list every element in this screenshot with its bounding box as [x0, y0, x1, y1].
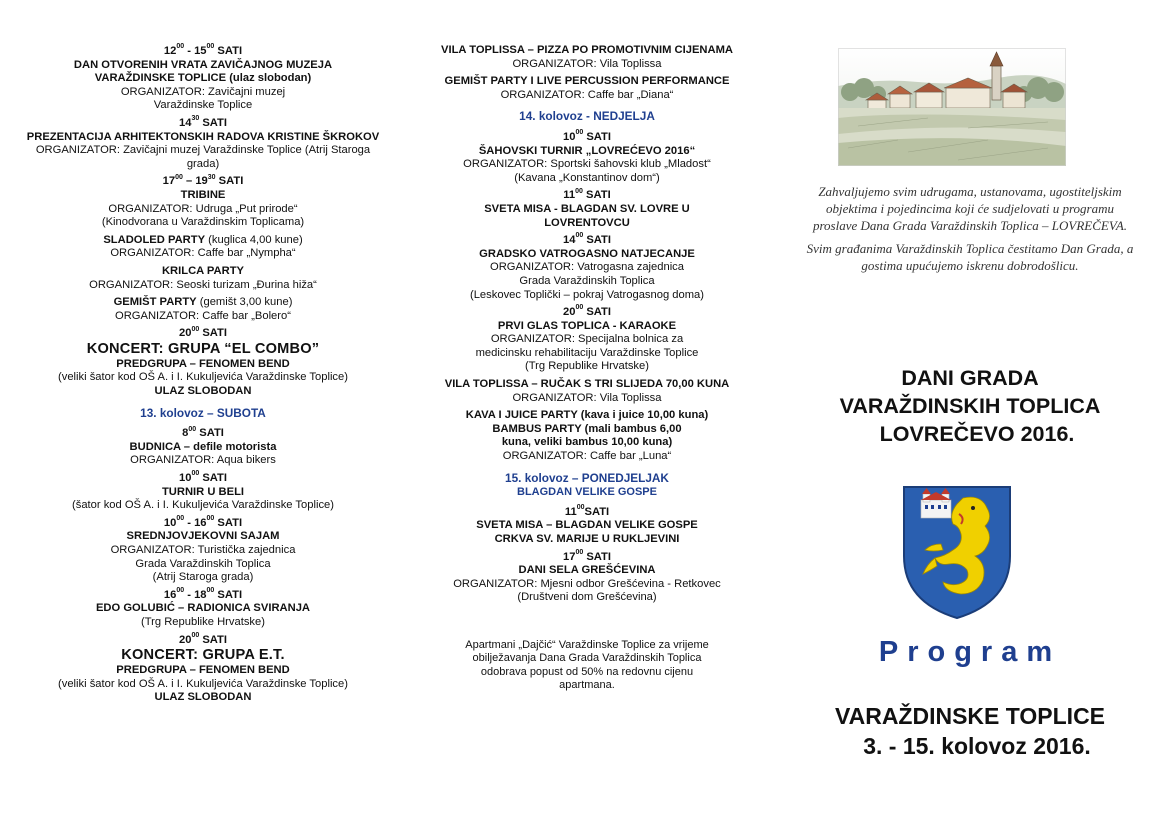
event-organizer-2: Grada Varaždinskih Toplica — [135, 557, 271, 570]
event-time: $20^{00}$ SATI — [178, 631, 227, 646]
event-medieval-fair — [22, 517, 384, 585]
coat-of-arms-icon — [901, 484, 1013, 621]
event-organizer: ORGANIZATOR: Sportski šahovski klub „Mladost“ — [463, 158, 711, 171]
event-organizer-2: Grada Varaždinskih Toplica — [519, 274, 655, 287]
event-title: KRILCA PARTY — [161, 264, 245, 277]
event-organizer: ORGANIZATOR: Caffe bar „Nympha“ — [110, 247, 296, 260]
event-location: (Kinodvorana u Varaždinskim Toplicama) — [101, 216, 305, 229]
event-concert-et — [22, 631, 384, 705]
event-organizer: ORGANIZATOR: Caffe bar „Bolero“ — [115, 309, 291, 322]
event-title: GEMIŠT PARTY I LIVE PERCUSSION PERFORMANCE — [444, 75, 730, 88]
event-time: $20^{00}$ SATI — [562, 304, 611, 319]
event-location: (veliki šator kod OŠ A. i I. Kukuljevića Varaždinske Toplice) — [58, 677, 348, 690]
event-location: (Kavana „Konstantinov dom“) — [514, 171, 660, 184]
event-title: TURNIR U BELI — [161, 485, 245, 498]
event-location: (Atrij Staroga grada) — [152, 571, 254, 584]
event-support-act: PREDGRUPA – FENOMEN BEND — [116, 664, 290, 677]
title-line-3: LOVREČEVO 2016. — [879, 422, 1075, 446]
event-organizer: ORGANIZATOR: Zavičajni muzej — [120, 85, 286, 98]
event-icecream-party — [22, 234, 384, 261]
cover-column — [790, 0, 1150, 826]
event-firefighter-competition — [412, 234, 762, 302]
event-krilca-party — [22, 265, 384, 292]
event-organizer: ORGANIZATOR: Caffe bar „Diana“ — [500, 88, 674, 101]
town-sketch-illustration — [838, 48, 1066, 166]
event-location: (Trg Republike Hrvatske) — [141, 615, 265, 628]
thank-you-message — [804, 183, 1136, 280]
event-organizer: ORGANIZATOR: Seoski turizam „Đurina hiža“ — [89, 278, 317, 291]
thanks-paragraph: Zahvaljujemo svim udrugama, ustanovama, ugostiteljskim objektima i pojedincima koji će sudjelovati u programu proslave Dana Grada Varaždinskih Toplica – LOVREČEVA. — [812, 184, 1128, 233]
greeting-paragraph: Svim građanima Varaždinskih Toplica čestitamo Dan Grada, a gostima upućujemo iskrenu dobrodošlicu. — [806, 241, 1134, 273]
day-heading-15: 15. kolovoz – PONEDJELJAK — [505, 470, 669, 485]
event-title: GRADSKO VATROGASNO NATJECANJE — [479, 247, 695, 260]
event-location: (veliki šator kod OŠ A. i I. Kukuljevića Varaždinske Toplice) — [58, 371, 348, 384]
event-location: (Društveni dom Grešćevina) — [517, 591, 657, 604]
day-heading-13: 13. kolovoz – SUBOTA — [140, 405, 266, 420]
event-title: KAVA I JUICE PARTY (kava i juice 10,00 kuna) — [465, 409, 709, 422]
event-karaoke — [412, 306, 762, 374]
event-title: ŠAHOVSKI TURNIR „LOVREĆEVO 2016“ — [478, 144, 696, 157]
event-title: TRIBINE — [180, 188, 226, 201]
program-heading: Program — [878, 636, 1062, 668]
event-organizer: ORGANIZATOR: Zavičajni muzej Varaždinske Toplice (Atrij Staroga grada) — [35, 144, 371, 170]
event-dates: 3. - 15. kolovoz 2016. — [863, 733, 1091, 759]
title-line-2: VARAŽDINSKIH TOPLICA — [839, 394, 1101, 418]
event-title: VILA TOPLISSA – RUČAK S TRI SLIJEDA 70,00 KUNA — [444, 378, 730, 391]
event-time: $10^{00}$ SATI — [562, 129, 611, 143]
event-title: GEMIŠT PARTY (gemišt 3,00 kune) — [113, 296, 293, 309]
event-time: $10^{00}$ SATI — [178, 470, 227, 485]
event-gemist-party — [22, 296, 384, 323]
event-coffee-bambus-party — [412, 409, 762, 463]
brochure-title — [790, 364, 1150, 448]
event-museum-open-day — [22, 45, 384, 113]
event-title: EDO GOLUBIĆ – RADIONICA SVIRANJA — [95, 602, 311, 615]
event-architecture-presentation — [22, 117, 384, 171]
program-column-2 — [412, 44, 762, 693]
event-title: DANI SELA GREŠĆEVINA — [518, 564, 656, 577]
event-time: $8^{00}$ SATI — [182, 425, 224, 440]
event-organizer: ORGANIZATOR: Mjesni odbor Grešćevina - Retkovec — [453, 577, 721, 590]
event-gemist-percussion — [412, 75, 762, 102]
event-tribine — [22, 175, 384, 229]
location-and-dates — [790, 701, 1150, 761]
event-time: $14^{30}$ SATI — [178, 115, 227, 129]
day-subheading-15: BLAGDAN VELIKE GOSPE — [517, 486, 657, 499]
event-location: (šator kod OŠ A. i I. Kukuljevića Varaždinske Toplice) — [72, 499, 334, 512]
event-organizer: ORGANIZATOR: Turistička zajednica — [110, 544, 296, 556]
event-time: $11^{00}$ SATI — [563, 187, 611, 202]
event-concert-el-combo — [22, 327, 384, 398]
event-time: $10^{00} - 16^{00}$ SATI — [163, 515, 243, 529]
event-title-2: BAMBUS PARTY (mali bambus 6,00 kuna, veliki bambus 10,00 kuna) — [492, 422, 682, 449]
event-village-days — [412, 548, 762, 605]
event-time: $16^{00} - 18^{00}$ SATI — [163, 587, 243, 601]
event-mass-ruklevina — [412, 506, 762, 547]
event-bela-tournament — [22, 472, 384, 513]
town-name: VARAŽDINSKE TOPLICE — [834, 703, 1106, 729]
event-time: $17^{00} - 19^{30}$ SATI — [162, 173, 244, 188]
event-music-workshop — [22, 589, 384, 630]
event-location: (Trg Republike Hrvatske) — [525, 360, 649, 373]
event-organizer: ORGANIZATOR: Vila Toplissa — [512, 391, 662, 404]
event-support-act: PREDGRUPA – FENOMEN BEND — [116, 357, 290, 370]
event-time: $14^{00}$ SATI — [562, 232, 611, 247]
event-mass-lovrentovec — [412, 189, 762, 230]
event-title: KONCERT: GRUPA E.T. — [121, 647, 285, 664]
event-chess-tournament — [412, 131, 762, 185]
event-location: Varaždinske Toplice — [153, 99, 253, 112]
event-organizer: ORGANIZATOR: Vatrogasna zajednica — [490, 261, 684, 274]
event-title: PRVI GLAS TOPLICA - KARAOKE — [497, 319, 677, 332]
event-organizer: ORGANIZATOR: Udruga „Put prirode“ — [108, 202, 298, 215]
event-title: PREZENTACIJA ARHITEKTONSKIH RADOVA KRISTINE ŠKROKOV — [26, 130, 380, 143]
event-organizer: ORGANIZATOR: Aqua bikers — [130, 454, 276, 467]
event-title: SVETA MISA – BLAGDAN VELIKE GOSPE — [476, 519, 698, 532]
event-title: KONCERT: GRUPA “EL COMBO” — [86, 340, 320, 357]
title-line-1: DANI GRADA — [901, 366, 1039, 390]
event-pizza-promo — [412, 44, 762, 71]
event-budnica — [22, 427, 384, 468]
event-title: DAN OTVORENIH VRATA ZAVIČAJNOG MUZEJA — [73, 58, 333, 71]
event-time: $12^{00} - 15^{00}$ SATI — [163, 43, 243, 57]
event-title: BUDNICA – defile motorista — [129, 440, 277, 453]
event-organizer: ORGANIZATOR: Vila Toplissa — [512, 57, 662, 70]
event-location: (Leskovec Toplički – pokraj Vatrogasnog doma) — [469, 288, 705, 301]
event-title: VILA TOPLISSA – PIZZA PO PROMOTIVNIM CIJENAMA — [441, 44, 733, 56]
event-title: SREDNJOVJEKOVNI SAJAM — [126, 530, 280, 543]
event-time: $11^{00}SATI$ — [564, 504, 610, 518]
event-location: CRKVA SV. MARIJE U RUKLJEVINI — [494, 533, 680, 545]
event-lunch-offer — [412, 378, 762, 405]
event-organizer: ORGANIZATOR: Specijalna bolnica za medicinsku rehabilitaciju Varaždinske Toplice — [475, 333, 699, 359]
day-heading-14: 14. kolovoz - NEDJELJA — [519, 109, 655, 124]
event-entry: ULAZ SLOBODAN — [154, 385, 252, 398]
event-title: SVETA MISA - BLAGDAN SV. LOVRE U LOVRENTOVCU — [484, 202, 690, 229]
apartment-discount-note: Apartmani „Dajčić“ Varaždinske Toplice za vrijeme obilježavanja Dana Grada Varaždinskih Toplica odobrava popust od 50% na redovnu cijenu apartmana. — [465, 638, 709, 692]
event-title: SLADOLED PARTY (kuglica 4,00 kune) — [103, 233, 303, 246]
event-time: $20^{00}$ SATI — [178, 325, 227, 340]
event-title-2: VARAŽDINSKE TOPLICE (ulaz slobodan) — [94, 72, 312, 85]
program-column-1 — [22, 45, 384, 709]
event-time: $17^{00}$ SATI — [562, 548, 611, 563]
event-entry: ULAZ SLOBODAN — [154, 691, 252, 704]
event-organizer: ORGANIZATOR: Caffe bar „Luna“ — [502, 450, 672, 463]
